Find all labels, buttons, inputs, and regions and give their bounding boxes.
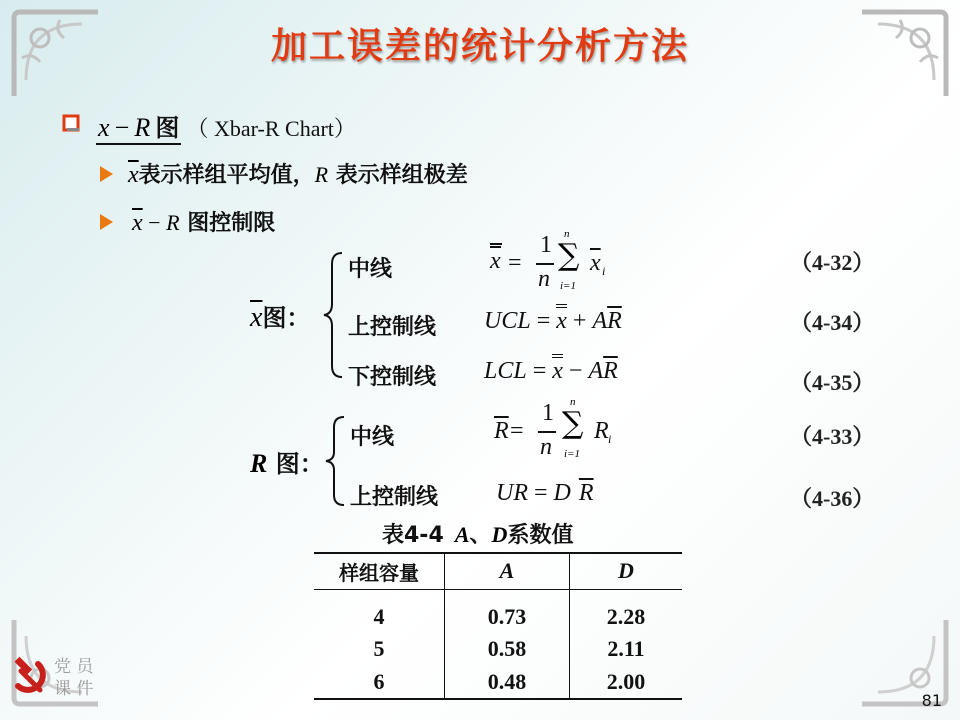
table-row [314, 633, 682, 665]
table-header-d: D [618, 558, 634, 584]
logo-line-2: 课 件 [54, 679, 94, 699]
sub2-x: $\overline{x}$ [132, 210, 143, 236]
sigma-icon: ∑ [562, 406, 584, 441]
xchart-label-x: $\overline{x}$ [250, 302, 263, 333]
eq-equals: = [530, 308, 557, 334]
sub-bullet-2 [132, 206, 275, 237]
eq-rbar: $\overline{R}$ [494, 418, 509, 444]
caption-sep: 、 [469, 523, 492, 548]
formula-r-ur [496, 480, 594, 507]
table-cell: 2.11 [607, 636, 645, 661]
eq-a: A [592, 308, 608, 334]
formula-xbar-center [490, 228, 620, 298]
eq-one: 1 [542, 400, 554, 426]
eq-sum-top: n [564, 228, 570, 240]
eq-sum-bottom: i=1 [560, 280, 576, 292]
eq-minus: − [562, 358, 589, 384]
heading-line [96, 108, 356, 145]
table-caption [382, 518, 573, 549]
eq-xi: $\overline{x}$ [590, 250, 601, 276]
rchart-brace [324, 414, 348, 508]
xchart-label [250, 298, 310, 334]
xchart-row-name: 中线 [348, 257, 393, 282]
eq-rbar: $\overline{R}$ [578, 480, 594, 506]
eq-xbarbar: x [552, 354, 563, 384]
xchart-label-graph: 图： [262, 304, 311, 332]
table-cell: 6 [314, 665, 445, 699]
table-header-row [314, 553, 682, 589]
caption-d: D [491, 522, 508, 547]
logo-text [54, 656, 93, 700]
eq-one: 1 [540, 232, 552, 258]
sigma-icon: ∑ [558, 238, 580, 273]
sub2-r: R [166, 210, 180, 235]
table-header-a: A [445, 553, 570, 589]
eq-sub-i: i [608, 432, 612, 446]
heading-r: R [134, 113, 151, 142]
sub2-minus: − [142, 210, 167, 235]
table-cell: 2.00 [606, 668, 646, 694]
eq-xbarbar: x [556, 304, 567, 334]
eq-sum-top: n [570, 396, 576, 408]
slide-title: 加工误差的统计分析方法 [270, 26, 689, 67]
table-cell: 4 [314, 601, 445, 633]
table-cell: 0.58 [445, 633, 570, 665]
table-cell: 0.73 [445, 601, 570, 633]
formula-xbar-ucl [484, 308, 622, 335]
eq-plus: + [566, 308, 593, 334]
sub1-r: R [314, 162, 329, 187]
eq-ur: UR [496, 480, 528, 506]
formula-r-center [494, 396, 624, 466]
eq-rbar: $\overline{R}$ [603, 358, 618, 384]
coefficient-table [314, 552, 682, 700]
eq-sum-bottom: i=1 [564, 448, 580, 460]
caption-pre: 表4-4 [382, 523, 444, 548]
xchart-row-name: 上控制线 [348, 315, 437, 340]
sub1-text2: 表示样组极差 [328, 163, 468, 188]
eq-xbarbar: x [490, 248, 501, 274]
eq-n: n [538, 266, 550, 292]
caption-post: 系数值 [507, 523, 574, 548]
eq-ref: （4-35） [790, 370, 875, 395]
logo-line-1: 党 员 [54, 657, 94, 677]
eq-ri: R [594, 418, 609, 444]
formula-xbar-lcl [484, 358, 618, 385]
eq-ref: （4-32） [790, 250, 875, 275]
eq-equals: = [510, 418, 524, 444]
rchart-label [250, 444, 324, 479]
eq-equals: = [508, 250, 522, 276]
heading-paren: （ Xbar-R Chart） [186, 116, 356, 141]
arrow-bullet-icon [100, 214, 113, 230]
xchart-brace [322, 250, 346, 380]
rchart-label-graph: 图： [267, 450, 324, 478]
eq-d: D [553, 480, 571, 506]
sub2-text: 图控制限 [179, 211, 276, 236]
hammer-sickle-icon [8, 656, 48, 696]
sub1-x: $\overline{x}$ [128, 162, 139, 188]
arrow-bullet-icon [100, 166, 113, 182]
eq-lcl: LCL [484, 358, 527, 384]
heading-x: x [98, 113, 110, 142]
eq-n: n [540, 434, 552, 460]
heading-minus: − [114, 113, 130, 142]
table-cell: 2.28 [606, 604, 646, 629]
eq-equals: = [526, 358, 553, 384]
page-number: 81 [921, 691, 942, 710]
heading-graph: 图 [155, 114, 180, 142]
table-row [314, 665, 682, 699]
rchart-row-name: 上控制线 [350, 485, 439, 510]
eq-ref: （4-33） [790, 424, 875, 449]
eq-rbar: $\overline{R}$ [607, 308, 622, 334]
eq-equals: = [528, 480, 554, 506]
sub-bullet-1 [128, 158, 468, 189]
xchart-row-name: 下控制线 [348, 365, 437, 390]
eq-ref: （4-36） [790, 486, 875, 511]
eq-a: A [588, 358, 604, 384]
table-cell: 5 [314, 633, 445, 665]
table-cell: 0.48 [445, 665, 570, 699]
eq-sub-i: i [602, 264, 606, 278]
rchart-label-r: R [250, 449, 268, 478]
eq-ucl: UCL [484, 308, 531, 334]
table-row [314, 601, 682, 633]
eq-ref: （4-34） [790, 310, 875, 335]
table-header-size: 样组容量 [314, 553, 445, 589]
square-bullet-icon [62, 114, 80, 132]
rchart-row-name: 中线 [350, 425, 395, 450]
sub1-text1: 表示样组平均值， [138, 163, 315, 188]
caption-a: A [454, 522, 470, 547]
